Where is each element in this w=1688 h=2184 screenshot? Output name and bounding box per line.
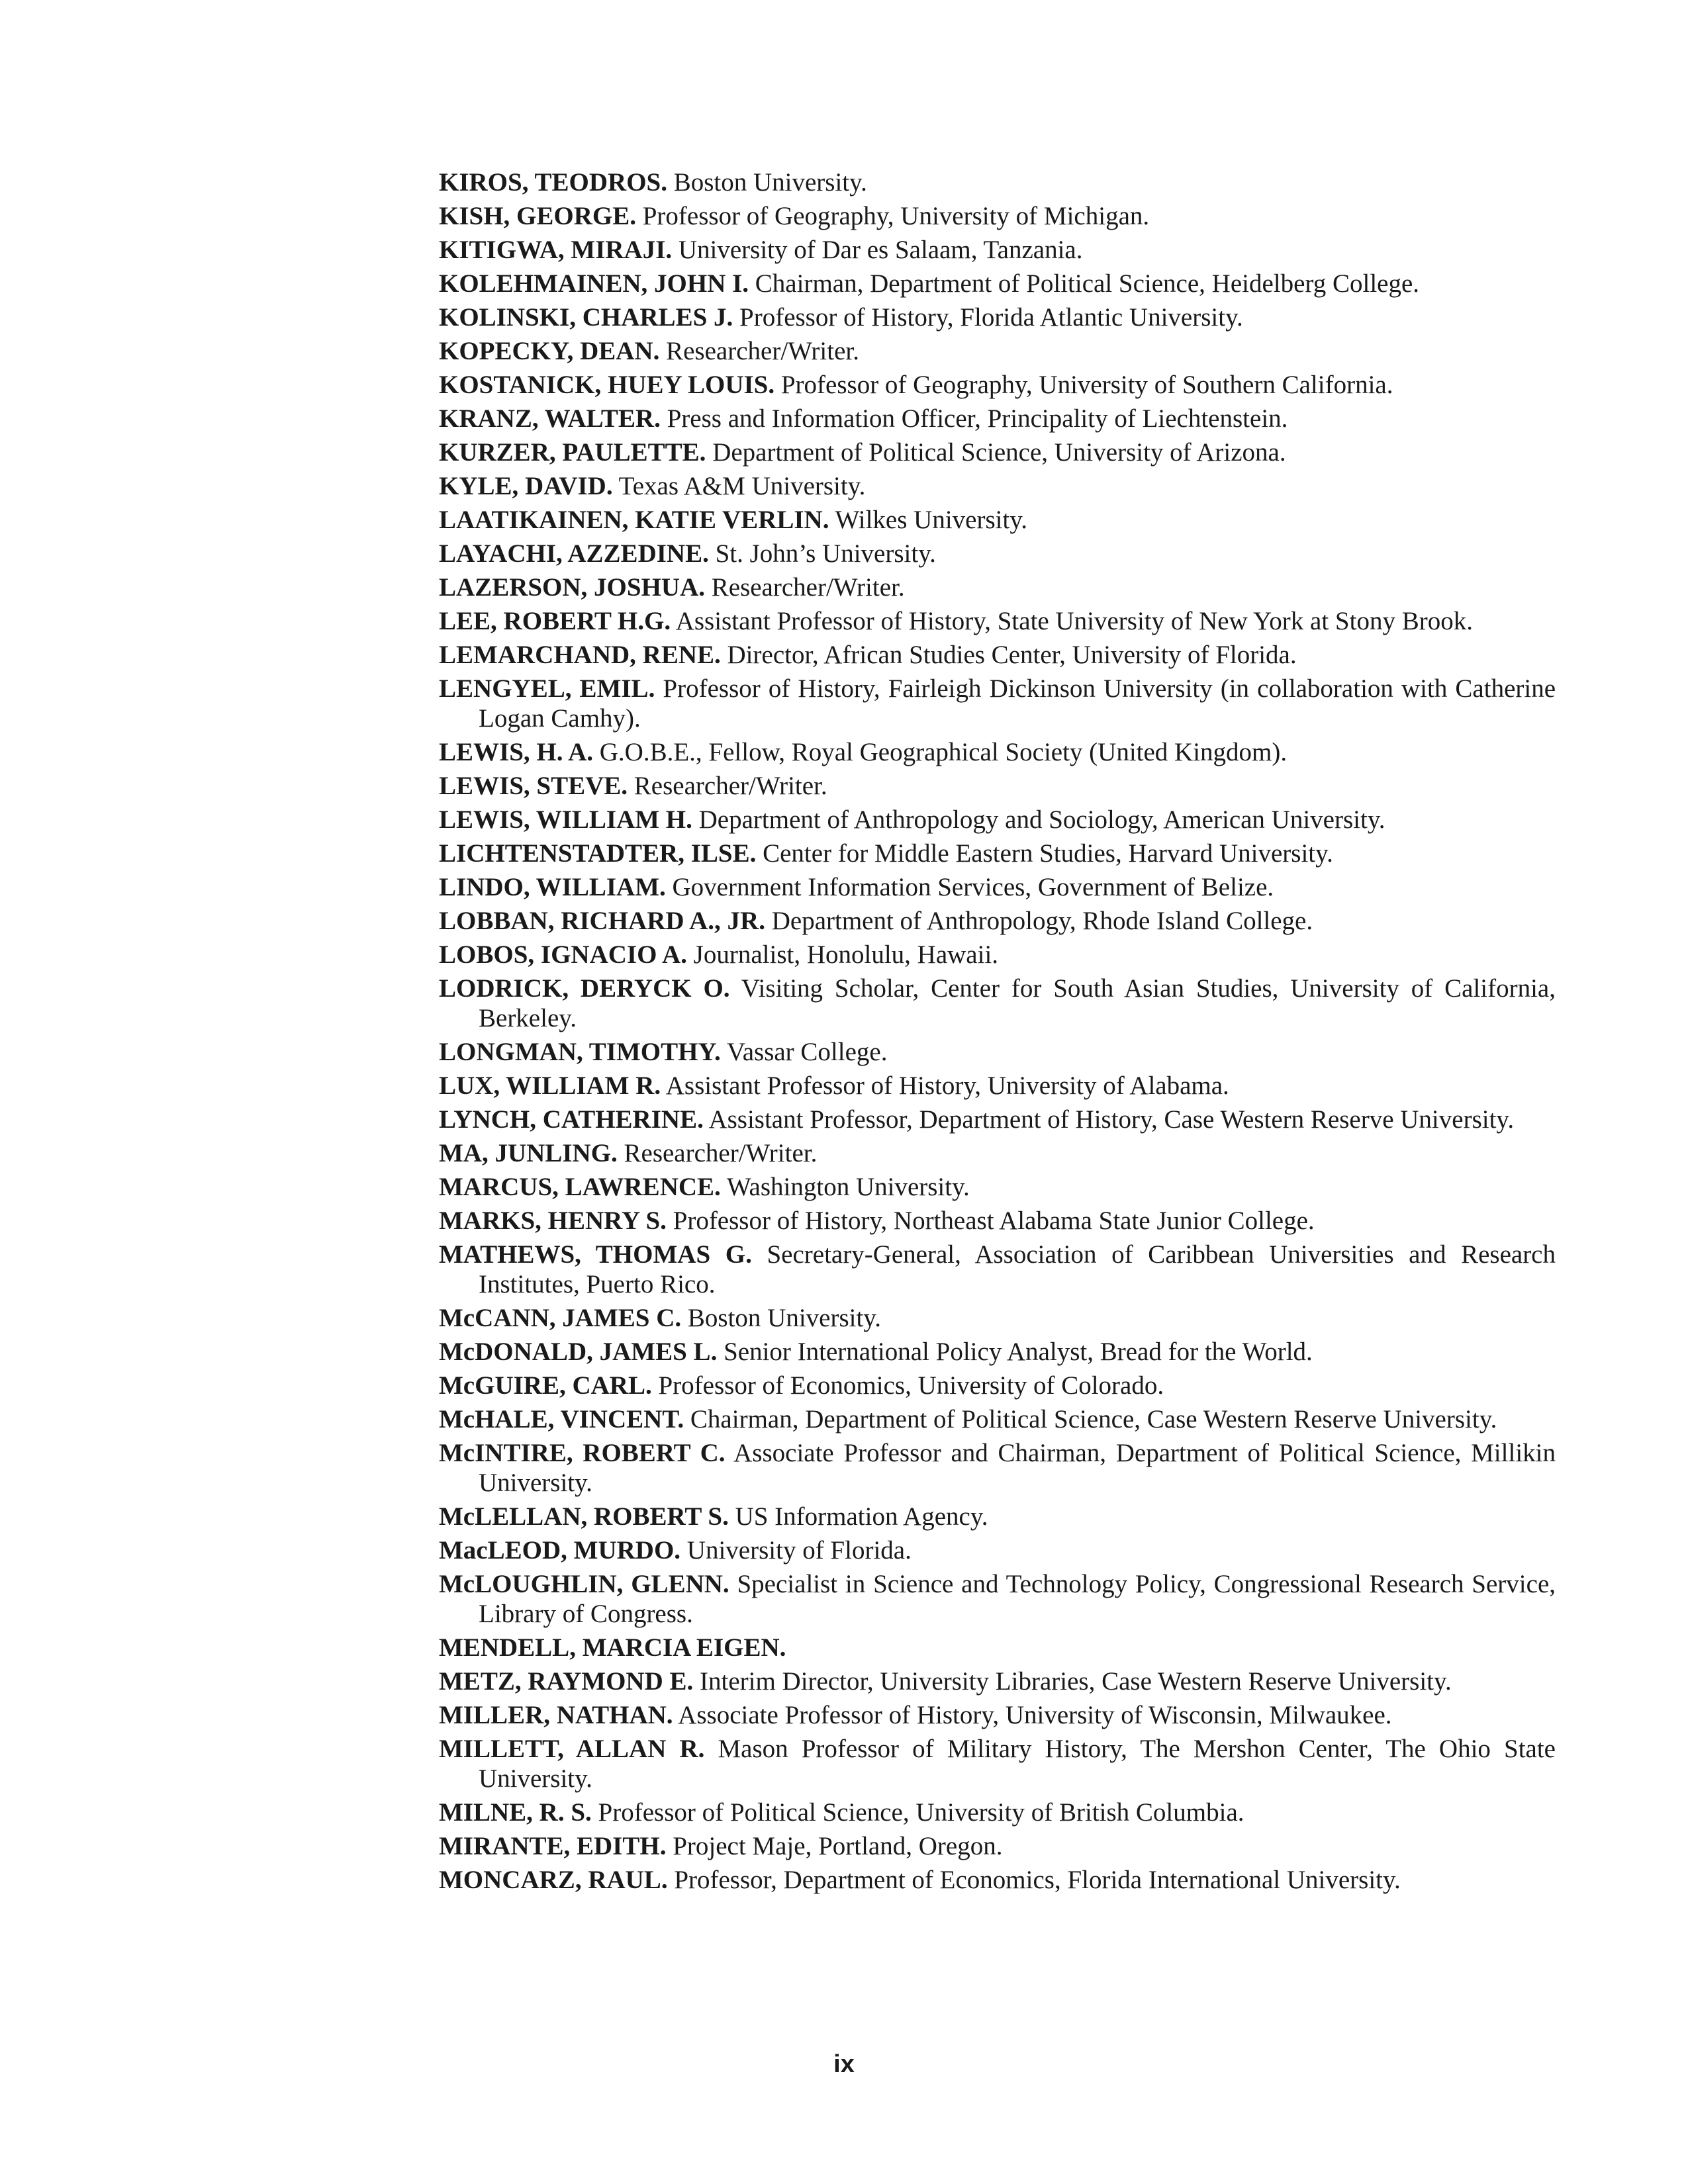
contributor-name: LEWIS, H. A. (439, 738, 593, 766)
page-number: ix (833, 2050, 855, 2078)
contributor-affiliation: Professor of Economics, University of Colorado. (658, 1371, 1164, 1400)
contributor-entry (439, 1734, 1556, 1794)
contributor-entry (439, 1172, 1556, 1202)
contributor-entry (439, 1831, 1556, 1861)
contributor-affiliation: Professor of History, Northeast Alabama State Junior College. (673, 1206, 1315, 1235)
contributor-affiliation: Professor of History, Fairleigh Dickinson University (in collaboration with Catherine Logan Camhy). (479, 674, 1556, 733)
contributor-name: MARCUS, LAWRENCE. (439, 1173, 721, 1201)
contributor-affiliation: Assistant Professor of History, University of Alabama. (665, 1071, 1229, 1100)
contributor-entry (439, 1797, 1556, 1827)
contributor-affiliation: Center for Middle Eastern Studies, Harvard University. (763, 839, 1333, 868)
contributor-entry (439, 1337, 1556, 1367)
contributor-entry (439, 471, 1556, 501)
contributor-name: LINDO, WILLIAM. (439, 873, 666, 901)
contributor-name: MILLER, NATHAN. (439, 1701, 673, 1729)
contributor-name: McDONALD, JAMES L. (439, 1338, 718, 1366)
contributor-name: KOPECKY, DEAN. (439, 337, 660, 365)
contributor-affiliation: Associate Professor and Chairman, Department of Political Science, Millikin University. (479, 1439, 1556, 1497)
contributor-affiliation: University of Florida. (686, 1536, 912, 1565)
contributor-affiliation: Mason Professor of Military History, The Mershon Center, The Ohio State University. (479, 1735, 1556, 1793)
contributor-name: KRANZ, WALTER. (439, 404, 661, 433)
contributor-name: LUX, WILLIAM R. (439, 1071, 661, 1100)
contributor-entry (439, 167, 1556, 197)
contributor-affiliation: Secretary-General, Association of Caribbean Universities and Research Institutes, Puerto Rico. (479, 1240, 1556, 1298)
contributor-entry (439, 606, 1556, 636)
contributor-name: MONCARZ, RAUL. (439, 1866, 668, 1894)
contributor-affiliation: Interim Director, University Libraries, Case Western Reserve University. (700, 1667, 1452, 1696)
contributor-name: LAYACHI, AZZEDINE. (439, 539, 709, 568)
contributor-name: McLOUGHLIN, GLENN. (439, 1570, 729, 1598)
contributor-name: KURZER, PAULETTE. (439, 438, 706, 467)
contributor-entry (439, 1138, 1556, 1168)
contributor-affiliation: Boston University. (673, 168, 867, 197)
contributor-affiliation: Senior International Policy Analyst, Bread for the World. (724, 1338, 1313, 1366)
contributor-entry (439, 674, 1556, 733)
contributor-entry (439, 1371, 1556, 1400)
contributor-entry (439, 404, 1556, 433)
contributor-affiliation: Specialist in Science and Technology Policy, Congressional Research Service, Library of Congress. (479, 1570, 1556, 1628)
contributor-entry (439, 1438, 1556, 1498)
contributor-affiliation: Professor of History, Florida Atlantic University. (739, 303, 1243, 332)
contributor-entry (439, 1535, 1556, 1565)
contributor-name: MacLEOD, MURDO. (439, 1536, 681, 1565)
contributor-affiliation: Washington University. (726, 1173, 970, 1201)
contributor-name: KISH, GEORGE. (439, 202, 636, 230)
contributor-entry (439, 1037, 1556, 1067)
contributor-affiliation: University of Dar es Salaam, Tanzania. (678, 236, 1083, 264)
contributor-entry (439, 737, 1556, 767)
contributor-entry (439, 805, 1556, 835)
contributor-entry (439, 1502, 1556, 1531)
contributor-name: LENGYEL, EMIL. (439, 674, 655, 703)
contributor-affiliation: Professor, Department of Economics, Florida International University. (674, 1866, 1401, 1894)
contributor-affiliation: Project Maje, Portland, Oregon. (673, 1832, 1003, 1860)
contributor-entry (439, 1569, 1556, 1629)
contributor-name: MILNE, R. S. (439, 1798, 592, 1827)
contributor-entry (439, 839, 1556, 868)
contributor-name: McCANN, JAMES C. (439, 1304, 682, 1332)
contributor-name: McGUIRE, CARL. (439, 1371, 652, 1400)
contributor-name: LOBOS, IGNACIO A. (439, 940, 687, 969)
contributor-entry (439, 940, 1556, 970)
contributor-entry (439, 872, 1556, 902)
contributor-name: LEWIS, WILLIAM H. (439, 805, 692, 834)
contributor-affiliation: Department of Political Science, University of Arizona. (712, 438, 1286, 467)
contributor-affiliation: Professor of Geography, University of Michigan. (642, 202, 1150, 230)
contributor-name: MATHEWS, THOMAS G. (439, 1240, 752, 1269)
contributor-affiliation: Assistant Professor of History, State University of New York at Stony Brook. (675, 607, 1473, 635)
contributor-entry (439, 1666, 1556, 1696)
contributor-name: McINTIRE, ROBERT C. (439, 1439, 726, 1467)
contributor-entry (439, 302, 1556, 332)
contributor-list (439, 167, 1556, 1899)
contributor-entry (439, 640, 1556, 670)
contributor-name: MENDELL, MARCIA EIGEN. (439, 1633, 786, 1662)
contributor-entry (439, 1633, 1556, 1662)
contributor-affiliation: Department of Anthropology, Rhode Island College. (771, 907, 1313, 935)
contributor-name: MILLETT, ALLAN R. (439, 1735, 705, 1763)
contributor-name: LEMARCHAND, RENE. (439, 641, 721, 669)
contributor-affiliation: Assistant Professor, Department of History, Case Western Reserve University. (708, 1105, 1515, 1134)
contributor-name: MARKS, HENRY S. (439, 1206, 667, 1235)
contributor-entry (439, 1303, 1556, 1333)
contributor-name: MIRANTE, EDITH. (439, 1832, 667, 1860)
contributor-affiliation: Director, African Studies Center, University of Florida. (727, 641, 1297, 669)
contributor-affiliation: Wilkes University. (835, 506, 1028, 534)
contributor-affiliation: G.O.B.E., Fellow, Royal Geographical Society (United Kingdom). (599, 738, 1288, 766)
contributor-name: LOBBAN, RICHARD A., JR. (439, 907, 765, 935)
contributor-affiliation: Boston University. (687, 1304, 882, 1332)
contributor-affiliation: Vassar College. (726, 1038, 888, 1066)
contributor-affiliation: Chairman, Department of Political Science, Heidelberg College. (755, 269, 1420, 298)
contributor-name: McLELLAN, ROBERT S. (439, 1502, 729, 1531)
contributor-affiliation: Journalist, Honolulu, Hawaii. (693, 940, 999, 969)
contributor-name: KOLEHMAINEN, JOHN I. (439, 269, 749, 298)
contributor-entry (439, 1206, 1556, 1236)
contributor-name: LONGMAN, TIMOTHY. (439, 1038, 721, 1066)
contributor-entry (439, 370, 1556, 400)
contributor-entry (439, 269, 1556, 298)
contributor-name: LEE, ROBERT H.G. (439, 607, 671, 635)
contributor-name: KOSTANICK, HUEY LOUIS. (439, 371, 775, 399)
contributor-entry (439, 1404, 1556, 1434)
contributor-affiliation: Government Information Services, Government of Belize. (672, 873, 1274, 901)
contributor-name: KITIGWA, MIRAJI. (439, 236, 673, 264)
contributor-entry (439, 235, 1556, 265)
contributor-name: METZ, RAYMOND E. (439, 1667, 694, 1696)
contributor-affiliation: Department of Anthropology and Sociology, American University. (698, 805, 1385, 834)
contributor-affiliation: Researcher/Writer. (711, 573, 905, 602)
contributor-entry (439, 1240, 1556, 1299)
contributor-name: MA, JUNLING. (439, 1139, 618, 1167)
contributor-entry (439, 539, 1556, 569)
contributor-entry (439, 1071, 1556, 1101)
contributor-affiliation: Professor of Geography, University of Southern California. (780, 371, 1393, 399)
contributor-entry (439, 1700, 1556, 1730)
contributor-affiliation: US Information Agency. (735, 1502, 988, 1531)
contributor-name: LEWIS, STEVE. (439, 772, 628, 800)
contributor-affiliation: Associate Professor of History, University of Wisconsin, Milwaukee. (678, 1701, 1392, 1729)
contributor-name: KYLE, DAVID. (439, 472, 613, 500)
contributor-entry (439, 771, 1556, 801)
contributor-entry (439, 201, 1556, 231)
contributor-affiliation: St. John’s University. (715, 539, 936, 568)
contributor-entry (439, 336, 1556, 366)
contributor-name: KIROS, TEODROS. (439, 168, 667, 197)
contributor-affiliation: Texas A&M University. (618, 472, 866, 500)
contributor-entry (439, 1865, 1556, 1895)
contributor-name: LODRICK, DERYCK O. (439, 974, 730, 1003)
contributor-name: LAZERSON, JOSHUA. (439, 573, 705, 602)
contributor-affiliation: Chairman, Department of Political Science, Case Western Reserve University. (690, 1405, 1497, 1433)
contributor-name: McHALE, VINCENT. (439, 1405, 684, 1433)
contributor-entry (439, 572, 1556, 602)
contributor-entry (439, 974, 1556, 1033)
contributor-name: LYNCH, CATHERINE. (439, 1105, 704, 1134)
contributor-entry (439, 437, 1556, 467)
contributor-name: KOLINSKI, CHARLES J. (439, 303, 733, 332)
contributor-entry (439, 906, 1556, 936)
contributor-affiliation: Researcher/Writer. (633, 772, 827, 800)
contributor-affiliation: Researcher/Writer. (666, 337, 859, 365)
contributor-entry (439, 505, 1556, 535)
contributor-name: LAATIKAINEN, KATIE VERLIN. (439, 506, 829, 534)
contributor-affiliation: Professor of Political Science, University of British Columbia. (598, 1798, 1244, 1827)
contributor-affiliation: Press and Information Officer, Principality of Liechtenstein. (667, 404, 1288, 433)
contributor-affiliation: Researcher/Writer. (624, 1139, 818, 1167)
contributor-name: LICHTENSTADTER, ILSE. (439, 839, 757, 868)
contributor-affiliation: Visiting Scholar, Center for South Asian Studies, University of California, Berkeley. (479, 974, 1556, 1032)
contributor-entry (439, 1105, 1556, 1134)
